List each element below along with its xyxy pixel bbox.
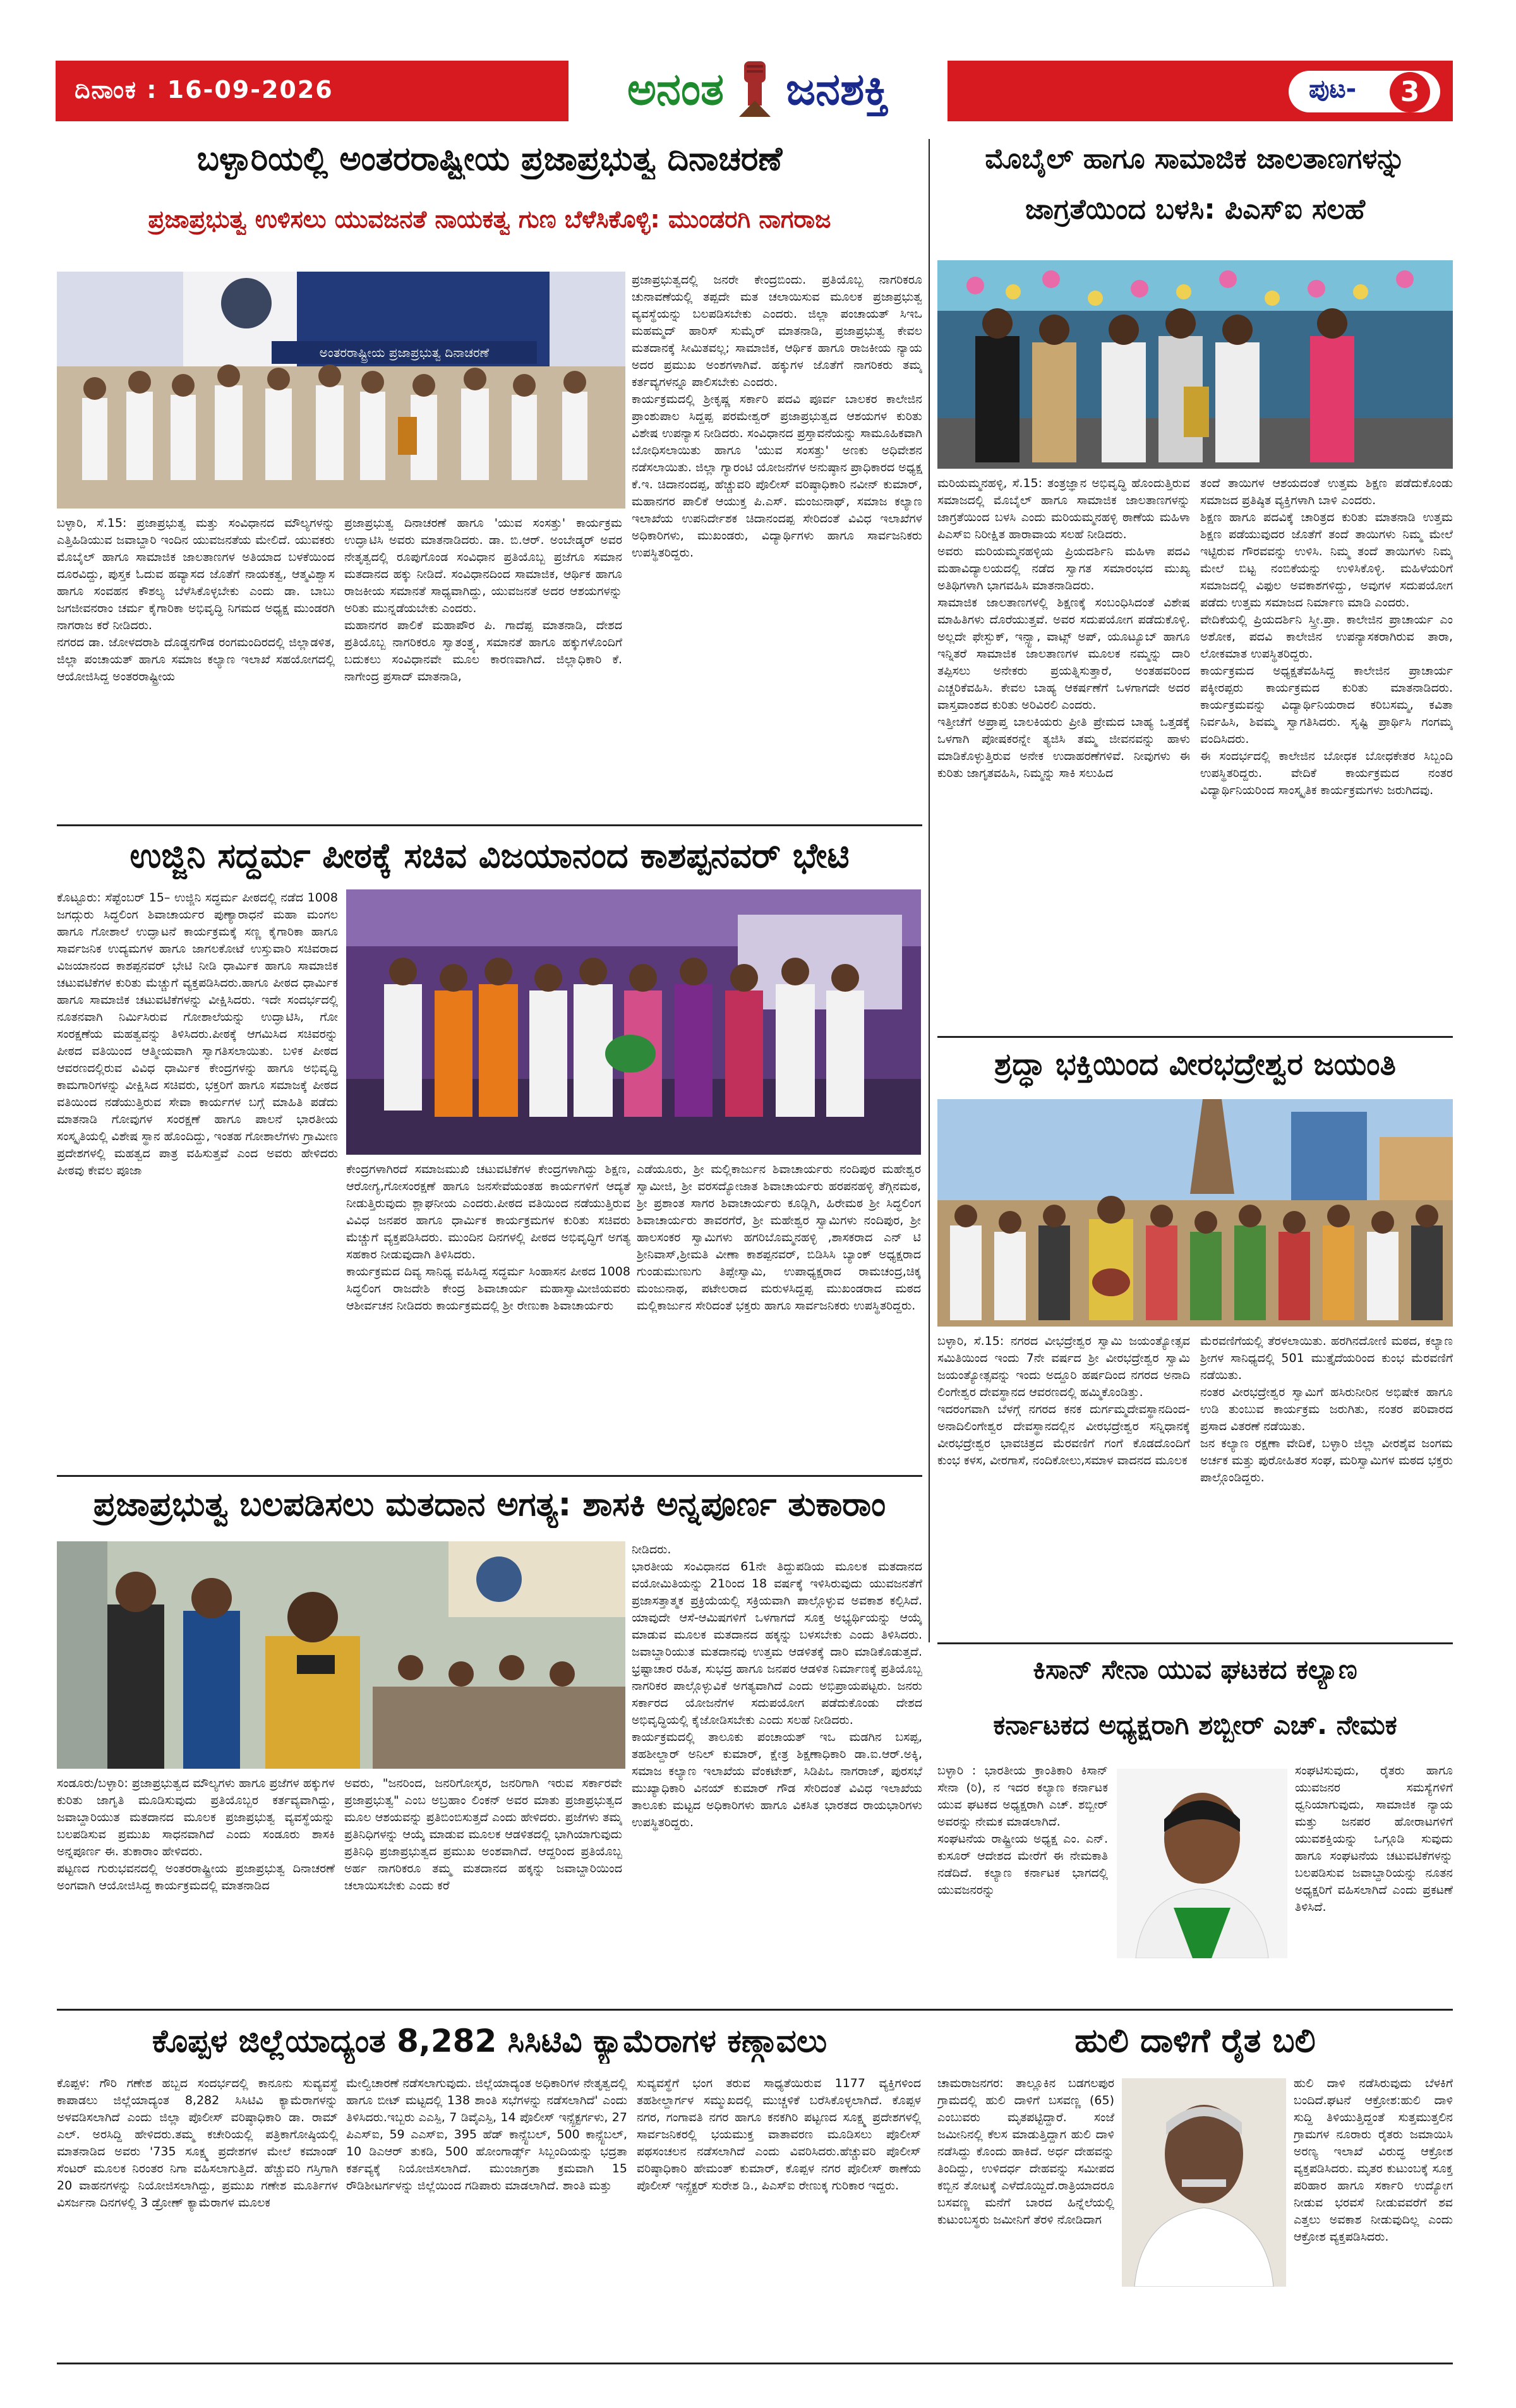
story6-col2: ಸಂಘಟಿಸುವುದು, ರೈತರು ಹಾಗೂ ಯುವಜನರ ಸಮಸ್ಯೆಗಳಿಗೆ ಧ್ವನಿಯಾಗುವುದು, ಸಾಮಾಜಿಕ ನ್ಯಾಯ ಮತ್ತು ಜನಪರ ಹೋರಾಟಗಳಿಗೆ ಯುವಶಕ್ತಿಯನ್ನು ಒಗ್ಗೂಡಿ ಸುವುದು ಹಾಗೂ ಸಂಘಟನೆಯ ಚಟುವಟಿಕೆಗಳನ್ನು ಬಲಪಡಿಸುವ ಜವಾಬ್ದಾರಿಯನ್ನು ನೂತನ ಅಧ್ಯಕ್ಷರಿಗೆ ವಹಿಸಲಾಗಿದೆ ಎಂದು ಪ್ರಕಟಣೆ ತಿಳಿಸಿದೆ.: [1295, 1764, 1453, 1914]
story4-headline: ಶ್ರದ್ಧಾ ಭಕ್ತಿಯಿಂದ ವೀರಭದ್ರೇಶ್ವರ ಜಯಂತಿ: [994, 1047, 1396, 1082]
masthead-right-word: ಜನಶಕ್ತಿ: [786, 63, 889, 115]
story1-photo: [57, 272, 625, 509]
story5-col2: ಅವರು, "ಜನರಿಂದ, ಜನರಿಗೋಸ್ಕರ, ಜನರಿಗಾಗಿ ಇರುವ ಸರ್ಕಾರವೇ ಪ್ರಜಾಪ್ರಭುತ್ವ" ಎಂಬ ಅಬ್ರಹಾಂ ಲಿಂಕನ್ ಅವರ ಮಾತು ಪ್ರಜಾಪ್ರಭುತ್ವದ ಮೂಲ ಆಶಯವನ್ನು ಪ್ರತಿಬಿಂಬಿಸುತ್ತದೆ ಎಂದು ಹೇಳಿದರು. ಪ್ರಜೆಗಳು ತಮ್ಮ ಪ್ರತಿನಿಧಿಗಳನ್ನು ಆಯ್ಕೆ ಮಾಡುವ ಮೂಲಕ ಆಡಳಿತದಲ್ಲಿ ಭಾಗಿಯಾಗುವುದು ಪ್ರತಿನಿಧಿ ಪ್ರಜಾಪ್ರಭುತ್ವದ ಪ್ರಮುಖ ಅಂಶವಾಗಿದೆ. ಆದ್ದರಿಂದ ಪ್ರತಿಯೊಬ್ಬ ಅರ್ಹ ನಾಗರಿಕರೂ ತಮ್ಮ ಮತದಾನದ ಹಕ್ಕನ್ನು ಜವಾಬ್ದಾರಿಯಿಂದ ಚಲಾಯಿಸಬೇಕು ಎಂದು ಕರೆ: [344, 1776, 622, 1893]
story2-headline-line1: ಮೊಬೈಲ್ ಹಾಗೂ ಸಾಮಾಜಿಕ ಜಾಲತಾಣಗಳನ್ನು: [985, 143, 1405, 175]
horizontal-divider: [937, 1036, 1453, 1038]
story6-col1: ಬಳ್ಳಾರಿ : ಭಾರತೀಯ ಕ್ರಾಂತಿಕಾರಿ ಕಿಸಾನ್ ಸೇನಾ (ರಿ), ನ ಇದರ ಕಲ್ಯಾಣ ಕರ್ನಾಟಕ ಯುವ ಘಟಕದ ಅಧ್ಯಕ್ಷರಾಗಿ ಎಚ್. ಶಬ್ಬೀರ್ ಅವರನ್ನು ನೇಮಕ ಮಾಡಲಾಗಿದೆ. ಸಂಘಟನೆಯ ರಾಷ್ಟ್ರೀಯ ಅಧ್ಯಕ್ಷ ಎಂ. ಎನ್. ಕುಸೂರ್ ಆದೇಶದ ಮೇರೆಗೆ ಈ ನೇಮಕಾತಿ ನಡೆದಿದೆ. ಕಲ್ಯಾಣ ಕರ್ನಾಟಕ ಭಾಗದಲ್ಲಿ ಯುವಜನರನ್ನು: [937, 1764, 1108, 1897]
story4-photo: [937, 1099, 1453, 1327]
story8-photo: [1122, 2078, 1286, 2287]
story3-col1: ಕೊಟ್ಟೂರು: ಸೆಪ್ಟೆಂಬರ್ 15– ಉಜ್ಜಿನಿ ಸದ್ಧರ್ಮ ಪೀಠದಲ್ಲಿ ನಡೆದ 1008 ಜಗದ್ಗುರು ಸಿದ್ಧಲಿಂಗ ಶಿವಾಚಾರ್ಯರ ಪುಣ್ಯಾರಾಧನೆ ಮಹಾ ಮಂಗಲ ಹಾಗೂ ಗೋಶಾಲೆ ಉದ್ಘಾಟನೆ ಕಾರ್ಯಕ್ರಮಕ್ಕೆ ಸಣ್ಣ ಕೈಗಾರಿಕಾ ಹಾಗೂ ಸಾರ್ವಜನಿಕ ಉದ್ಯಮಗಳ ಹಾಗೂ ಜಾಗಲಕೋಟೆ ಉಸ್ತುವಾರಿ ಸಚಿವರಾದ ವಿಜಯಾನಂದ ಕಾಶಪ್ಪನವರ್ ಭೇಟಿ ನೀಡಿ ಧಾರ್ಮಿಕ ಹಾಗೂ ಸಾಮಾಜಿಕ ಚಟುವಟಿಕೆಗಳ ಕುರಿತು ಮೆಚ್ಚುಗೆ ವ್ಯಕ್ತಪಡಿಸಿದರು.ಹಾಗೂ ಪೀಠದ ಧಾರ್ಮಿಕ ಹಾಗೂ ಸಾಮಾಜಿಕ ಚಟುವಟಿಕೆಗಳನ್ನು ವೀಕ್ಷಿಸಿದರು. ಇದೇ ಸಂದರ್ಭದಲ್ಲಿ ನೂತನವಾಗಿ ನಿರ್ಮಿಸಿರುವ ಗೋಶಾಲೆಯನ್ನು ಉದ್ಘಾಟಿಸಿ, ಗೋ ಸಂರಕ್ಷಣೆಯ ಮಹತ್ವವನ್ನು ತಿಳಿಸಿದರು.ಪೀಠಕ್ಕೆ ಆಗಮಿಸಿದ ಸಚಿವರನ್ನು ಪೀಠದ ವತಿಯಿಂದ ಆತ್ಮೀಯವಾಗಿ ಸ್ವಾಗತಿಸಲಾಯಿತು. ಬಳಿಕ ಪೀಠದ ಆವರಣದಲ್ಲಿರುವ ವಿವಿಧ ಧಾರ್ಮಿಕ ಕೇಂದ್ರಗಳನ್ನು ಹಾಗೂ ಅಭಿವೃದ್ಧಿ ಕಾಮಗಾರಿಗಳನ್ನು ವೀಕ್ಷಿಸಿದ ಸಚಿವರು, ಭಕ್ತರಿಗೆ ಹಾಗೂ ಸಮಾಜಕ್ಕೆ ಪೀಠದ ವತಿಯಿಂದ ನಡೆಯುತ್ತಿರುವ ಸೇವಾ ಕಾರ್ಯಗಳ ಬಗ್ಗೆ ಮಾಹಿತಿ ಪಡೆದು ಮಾತನಾಡಿ ಗೋವುಗಳ ಸಂರಕ್ಷಣೆ ಹಾಗೂ ಪಾಲನೆ ಭಾರತೀಯ ಸಂಸ್ಕೃತಿಯಲ್ಲಿ ವಿಶೇಷ ಸ್ಥಾನ ಹೊಂದಿದ್ದು, ಇಂತಹ ಗೋಶಾಲೆಗಳು ಗ್ರಾಮೀಣ ಪ್ರದೇಶಗಳಲ್ಲಿ ಮಹತ್ವದ ಪಾತ್ರ ವಹಿಸುತ್ತವೆ ಎಂದ ಅವರು ಹೇಳಿದರು ಪೀಠವು ಕೇವಲ ಪೂಜಾ: [57, 891, 338, 1177]
story1-col1: ಬಳ್ಳಾರಿ, ಸೆ.15: ಪ್ರಜಾಪ್ರಭುತ್ವ ಮತ್ತು ಸಂವಿಧಾನದ ಮೌಲ್ಯಗಳನ್ನು ಎತ್ತಿಹಿಡಿಯುವ ಜವಾಬ್ದಾರಿ ಇಂದಿನ ಯುವಜನತೆಯ ಮೇಲಿದೆ. ಯುವಕರು ಮೊಬೈಲ್ ಹಾಗೂ ಸಾಮಾಜಿಕ ಜಾಲತಾಣಗಳ ಅತಿಯಾದ ಬಳಕೆಯಿಂದ ದೂರವಿದ್ದು, ಪುಸ್ತಕ ಓದುವ ಹವ್ಯಾಸದ ಜೊತೆಗೆ ನಾಯಕತ್ವ, ಆತ್ಮವಿಶ್ವಾಸ ಹಾಗೂ ಸಂವಹನ ಕೌಶಲ್ಯ ಬೆಳೆಸಿಕೊಳ್ಳಬೇಕು ಎಂದು ಡಾ. ಬಾಬು ಜಗಜೀವನರಾಂ ಚರ್ಮ ಕೈಗಾರಿಕಾ ಅಭಿವೃದ್ಧಿ ನಿಗಮದ ಅಧ್ಯಕ್ಷ ಮುಂಡರಗಿ ನಾಗರಾಜ ಕರೆ ನೀಡಿದರು. ನಗರದ ಡಾ. ಜೋಳದರಾಶಿ ದೊಡ್ಡನಗೌಡ ರಂಗಮಂದಿರದಲ್ಲಿ ಜಿಲ್ಲಾಡಳಿತ, ಜಿಲ್ಲಾ ಪಂಚಾಯತ್ ಹಾಗೂ ಸಮಾಜ ಕಲ್ಯಾಣ ಇಲಾಖೆ ಸಹಯೋಗದಲ್ಲಿ ಆಯೋಜಿಸಿದ್ದ ಅಂತರರಾಷ್ಟ್ರೀಯ: [57, 516, 335, 683]
horizontal-divider: [937, 1642, 1453, 1644]
story2-headline-line2: ಜಾಗ್ರತೆಯಿಂದ ಬಳಸಿ: ಪಿಎಸ್ಐ ಸಲಹೆ: [1025, 193, 1366, 226]
story8-col1: ಚಾಮರಾಜನಗರ: ತಾಲ್ಲೂಕಿನ ಬಡಗಲಪುರ ಗ್ರಾಮದಲ್ಲಿ ಹುಲಿ ದಾಳಿಗೆ ಬಸವಣ್ಣ (65) ಎಂಬುವರು ಮೃತಪಟ್ಟಿದ್ದಾರೆ. ಸಂಜೆ ಜಮೀನಿನಲ್ಲಿ ಕೆಲಸ ಮಾಡುತ್ತಿದ್ದಾಗ ಹುಲಿ ದಾಳಿ ನಡೆಸಿದ್ದು ಕೊಂದು ಹಾಕಿದೆ. ಅರ್ಧ ದೇಹವನ್ನು ತಿಂದಿದ್ದು, ಉಳಿದರ್ಧ ದೇಹವನ್ನು ಸಮೀಪದ ಕಬ್ಬಿನ ತೋಟಕ್ಕೆ ಎಳೆದೊಯ್ದಿದೆ.ರಾತ್ರಿಯಾದರೂ ಬಸವಣ್ಣ ಮನೆಗೆ ಬಾರದ ಹಿನ್ನೆಲೆಯಲ್ಲಿ ಕುಟುಂಬಸ್ಥರು ಜಮೀನಿಗೆ ತೆರಳಿ ನೋಡಿದಾಗ: [937, 2076, 1114, 2227]
story8-headline: ಹುಲಿ ದಾಳಿಗೆ ರೈತ ಬಲಿ: [1074, 2022, 1316, 2060]
story6-photo: [1117, 1769, 1287, 1958]
story4-col1: ಬಳ್ಳಾರಿ, ಸೆ.15: ನಗರದ ವೀಭದ್ರೇಶ್ವರ ಸ್ವಾಮಿ ಜಯಂತ್ಯೋತ್ಸವ ಸಮಿತಿಯಿಂದ ಇಂದು 7ನೇ ವರ್ಷದ ಶ್ರೀ ವೀರಭದ್ರೇಶ್ವರ ಸ್ವಾಮಿ ಜಯಂತ್ಯೋತ್ಸವನ್ನು ಇಂದು ಅದ್ದೂರಿ ಹರ್ಷದಿಂದ ನಗರದ ಅನಾದಿ ಲಿಂಗೇಶ್ವರ ದೇವಸ್ಥಾನದ ಆವರಣದಲ್ಲಿ ಹಮ್ಮಿಕೊಂಡಿತ್ತು. ಇದರಂಗವಾಗಿ ಬೆಳಗ್ಗೆ ನಗರದ ಕನಕ ದುರ್ಗಮ್ಮದೇವಸ್ಥಾನದಿಂದ-ಅನಾದಿಲಿಂಗೇಶ್ವರ ದೇವಸ್ಥಾನದಲ್ಲಿನ ವೀರಭದ್ರೇಶ್ವರ ಸನ್ನಿಧಾನಕ್ಕೆ ವೀರಭದ್ರೇಶ್ವರ ಭಾವಚಿತ್ರದ ಮೆರವಣಿಗೆ ಗಂಗೆ ಕೊಡದೊಂದಿಗೆ ಕುಂಭ ಕಳಸ, ವೀರಗಾಸೆ, ನಂದಿಕೋಲು,ಸಮಾಳ ವಾದನದ ಮೂಲಕ: [937, 1334, 1190, 1467]
story3-col2: ಕೇಂದ್ರಗಳಾಗಿರದೆ ಸಮಾಜಮುಖಿ ಚಟುವಟಿಕೆಗಳ ಕೇಂದ್ರಗಳಾಗಿದ್ದು ಶಿಕ್ಷಣ, ಆರೋಗ್ಯ,ಗೋಸಂರಕ್ಷಣೆ ಹಾಗೂ ಜನಸೇವೆಯಂತಹ ಕಾರ್ಯಗಳಿಗೆ ಆದ್ಯತೆ ನೀಡುತ್ತಿರುವುದು ಶ್ಲಾಘನೀಯ ಎಂದರು.ಪೀಠದ ವತಿಯಿಂದ ನಡೆಯುತ್ತಿರುವ ವಿವಿಧ ಜನಪರ ಹಾಗೂ ಧಾರ್ಮಿಕ ಕಾರ್ಯಕ್ರಮಗಳ ಕುರಿತು ಸಚಿವರು ಮೆಚ್ಚುಗೆ ವ್ಯಕ್ತಪಡಿಸಿದರು. ಮುಂದಿನ ದಿನಗಳಲ್ಲಿ ಪೀಠದ ಅಭಿವೃದ್ಧಿಗೆ ಅಗತ್ಯ ಸಹಕಾರ ನೀಡುವುದಾಗಿ ತಿಳಿಸಿದರು. ಕಾರ್ಯಕ್ರಮದ ದಿವ್ಯ ಸಾನಿಧ್ಯ ವಹಿಸಿದ್ದ ಸದ್ಧರ್ಮ ಸಿಂಹಾಸನ ಪೀಠದ 1008 ಸಿದ್ಧಲಿಂಗ ರಾಜದೇಶಿ ಕೇಂದ್ರ ಶಿವಾಚಾರ್ಯ ಮಹಾಸ್ವಾಮೀಜಿಯವರು ಆಶೀರ್ವಚನ ನೀಡಿದರು ಕಾರ್ಯಕ್ರಮದಲ್ಲಿ ಶ್ರೀ ರೇಣುಕಾ ಶಿವಾಚಾರ್ಯರು: [346, 1162, 630, 1313]
story3-col3: ಎಡೆಯೂರು, ಶ್ರೀ ಮಲ್ಲಿಕಾರ್ಜುನ ಶಿವಾಚಾರ್ಯರು ನಂದಿಪುರ ಮಹೇಶ್ವರ ಸ್ವಾಮೀಜಿ, ಶ್ರೀ ವರಸದ್ಯೋಜಾತ ಶಿವಾಚಾರ್ಯರು ಹರಪನಹಳ್ಳಿ ತೆಗ್ಗಿನಮಠ, ಶ್ರೀ ಪ್ರಶಾಂತ ಸಾಗರ ಶಿವಾಚಾರ್ಯರು ಕೂಡ್ಲಿಗಿ, ಹಿರೇಮಠ ಶ್ರೀ ಸಿದ್ಧಲಿಂಗ ಶಿವಾಚಾರ್ಯರು ತಾವರಗೆರೆ, ಶ್ರೀ ಮಹೇಶ್ವರ ಸ್ವಾಮಿಗಳು ನಂದಿಪುರ, ಶ್ರೀ ಹಾಲಸಂಕರ ಸ್ವಾಮಿಗಳು ಹಗರಿಬೊಮ್ಮನಹಳ್ಳಿ ,ಶಾಸಕರಾದ ಎನ್ ಟಿ ಶ್ರೀನಿವಾಸ್,ಶ್ರೀಮತಿ ವೀಣಾ ಕಾಶಪ್ಪನವರ್, ಬಿಡಿಸಿಸಿ ಬ್ಯಾಂಕ್ ಅಧ್ಯಕ್ಷರಾದ ಗುಂಡುಮುಣುಗು ತಿಪ್ಪೇಸ್ವಾಮಿ, ಉಪಾಧ್ಯಕ್ಷರಾದ ರಾಮಚಂದ್ರ,ಚಿಕ್ಕ ಮಂಜುನಾಥ, ಪಟೇಲರಾದ ಮರುಳಸಿದ್ದಪ್ಪ ಮುಖಂಡರಾದ ಮಠದ ಮಲ್ಲಿಕಾರ್ಜುನ ಸೇರಿದಂತೆ ಭಕ್ತರು ಹಾಗೂ ಸಾರ್ವಜನಿಕರು ಉಪಸ್ಥಿತರಿದ್ದರು.: [637, 1162, 921, 1313]
story7-col1: ಕೊಪ್ಪಳ: ಗೌರಿ ಗಣೇಶ ಹಬ್ಬದ ಸಂದರ್ಭದಲ್ಲಿ ಕಾನೂನು ಸುವ್ಯವಸ್ಥೆ ಕಾಪಾಡಲು ಜಿಲ್ಲೆಯಾದ್ಯಂತ 8,282 ಸಿಸಿಟಿವಿ ಕ್ಯಾಮೆರಾಗಳನ್ನು ಅಳವಡಿಸಲಾಗಿದೆ ಎಂದು ಜಿಲ್ಲಾ ಪೊಲೀಸ್ ವರಿಷ್ಠಾಧಿಕಾರಿ ಡಾ. ರಾಮ್ ಎಲ್. ಅರಸಿದ್ದಿ ಹೇಳಿದರು.ತಮ್ಮ ಕಚೇರಿಯಲ್ಲಿ ಪತ್ರಿಕಾಗೋಷ್ಠಿಯಲ್ಲಿ ಮಾತನಾಡಿದ ಅವರು '735 ಸೂಕ್ಷ್ಮ ಪ್ರದೇಶಗಳ ಮೇಲೆ ಕಮಾಂಡ್ ಸೆಂಟರ್ ಮೂಲಕ ನಿರಂತರ ನಿಗಾ ವಹಿಸಲಾಗುತ್ತಿದೆ. ಹೆಚ್ಚುವರಿ ಗಸ್ತಿಗಾಗಿ 20 ವಾಹನಗಳನ್ನು ನಿಯೋಜಿಸಲಾಗಿದ್ದು, ಪ್ರಮುಖ ಗಣೇಶ ಮೂರ್ತಿಗಳ ವಿಸರ್ಜನಾ ದಿನಗಳಲ್ಲಿ 3 ಡ್ರೋಣ್ ಕ್ಯಾಮೆರಾಗಳ ಮೂಲಕ: [57, 2076, 338, 2210]
horizontal-divider: [57, 824, 922, 826]
footer-rule: [57, 2363, 1453, 2364]
story1-subhead: ಪ್ರಜಾಪ್ರಭುತ್ವ ಉಳಿಸಲು ಯುವಜನತೆ ನಾಯಕತ್ವ ಗುಣ ಬೆಳೆಸಿಕೊಳ್ಳಿ: ಮುಂಡರಗಿ ನಾಗರಾಜ: [148, 205, 831, 233]
story3-headline: ಉಜ್ಜಿನಿ ಸದ್ಧರ್ಮ ಪೀಠಕ್ಕೆ ಸಚಿವ ವಿಜಯಾನಂದ ಕಾಶಪ್ಪನವರ್ ಭೇಟಿ: [129, 836, 850, 876]
story7-headline: ಕೊಪ್ಪಳ ಜಿಲ್ಲೆಯಾದ್ಯಂತ 8,282 ಸಿಸಿಟಿವಿ ಕ್ಯಾಮೆರಾಗಳ ಕಣ್ಗಾವಲು: [152, 2023, 827, 2059]
story2-col1: ಮರಿಯಮ್ಮನಹಳ್ಳಿ, ಸೆ.15: ತಂತ್ರಜ್ಞಾನ ಅಭಿವೃದ್ಧಿ ಹೊಂದುತ್ತಿರುವ ಸಮಾಜದಲ್ಲಿ ಮೊಬೈಲ್ ಹಾಗೂ ಸಾಮಾಜಿಕ ಜಾಲತಾಣಗಳನ್ನು ಜಾಗ್ರತೆಯಿಂದ ಬಳಸಿ ಎಂದು ಮರಿಯಮ್ಮನಹಳ್ಳಿ ಠಾಣೆಯ ಮಹಿಳಾ ಪಿಎಸ್ಐ ನಿರೀಕ್ಷಿತ ಹಾರಾವಾಯ ಸಲಹೆ ನೀಡಿದರು. ಅವರು ಮರಿಯಮ್ಮನಹಳ್ಳಿಯ ಪ್ರಿಯದರ್ಶಿನಿ ಮಹಿಳಾ ಪದವಿ ಮಹಾವಿದ್ಯಾಲಯದಲ್ಲಿ ನಡೆದ ಸ್ವಾಗತ ಸಮಾರಂಭದ ಮುಖ್ಯ ಅತಿಥಿಗಳಾಗಿ ಭಾಗವಹಿಸಿ ಮಾತನಾಡಿದರು. ಸಾಮಾಜಿಕ ಜಾಲತಾಣಗಳಲ್ಲಿ ಶಿಕ್ಷಣಕ್ಕೆ ಸಂಬಂಧಿಸಿದಂತೆ ವಿಶೇಷ ಮಾಹಿತಿಗಳು ದೊರೆಯುತ್ತವೆ. ಅವರ ಸದುಪಯೋಗ ಪಡೆದುಕೊಳ್ಳಿ. ಅಲ್ಲದೇ ಫೇಸ್ಬುಕ್, ಇನ್ಸ್ಟಾ, ವಾಟ್ಸ್ ಅಪ್, ಯೂಟ್ಯೂಬ್ ಹಾಗೂ ಇನ್ನಿತರೆ ಸಾಮಾಜಿಕ ಜಾಲತಾಣಗಳ ಮೂಲಕ ನಮ್ಮನ್ನು ದಾರಿ ತಪ್ಪಿಸಲು ಅನೇಕರು ಪ್ರಯತ್ನಿಸುತ್ತಾರೆ, ಅಂತಹವರಿಂದ ಎಚ್ಚರಿಕೆವಹಿಸಿ. ಕೇವಲ ಬಾಹ್ಯ ಆಕರ್ಷಣೆಗೆ ಒಳಗಾಗದೇ ಅದರ ವಾಸ್ತವಾಂಶದ ಕುರಿತು ಅರಿವಿರಲಿ ಎಂದರು. ಇತ್ತೀಚೆಗೆ ಅಪ್ರಾಪ್ತ ಬಾಲಕಿಯರು ಪ್ರೀತಿ ಪ್ರೇಮದ ಬಾಹ್ಯ ಒತ್ತಡಕ್ಕೆ ಒಳಗಾಗಿ ಪೋಷಕರನ್ನೇ ತ್ಯಜಿಸಿ ತಮ್ಮ ಜೀವನವನ್ನು ಹಾಳು ಮಾಡಿಕೊಳ್ಳುತ್ತಿರುವ ಅನೇಕ ಉದಾಹರಣೆಗಳಿವೆ. ನೀವುಗಳು ಈ ಕುರಿತು ಜಾಗೃತವಹಿಸಿ, ನಿಮ್ಮನ್ನು ಸಾಕಿ ಸಲುಹಿದ: [937, 476, 1190, 780]
masthead: [568, 54, 948, 124]
story1-headline: ಬಳ್ಳಾರಿಯಲ್ಲಿ ಅಂತರರಾಷ್ಟ್ರೀಯ ಪ್ರಜಾಪ್ರಭುತ್ವ ದಿನಾಚರಣೆ: [196, 140, 783, 178]
raised-fist-logo: [733, 56, 777, 122]
page-number: 3: [1390, 72, 1430, 112]
story6-headline-line1: ಕಿಸಾನ್ ಸೇನಾ ಯುವ ಘಟಕದ ಕಲ್ಯಾಣ: [1033, 1654, 1357, 1685]
story5-col3: ನೀಡಿದರು. ಭಾರತೀಯ ಸಂವಿಧಾನದ 61ನೇ ತಿದ್ದುಪಡಿಯ ಮೂಲಕ ಮತದಾನದ ವಯೋಮಿತಿಯನ್ನು 21ರಿಂದ 18 ವರ್ಷಕ್ಕೆ ಇಳಿಸಿರುವುದು ಯುವಜನತೆಗೆ ಪ್ರಜಾಸತ್ತಾತ್ಮಕ ಪ್ರಕ್ರಿಯೆಯಲ್ಲಿ ಸಕ್ರಿಯವಾಗಿ ಪಾಲ್ಗೊಳ್ಳುವ ಅವಕಾಶ ಕಲ್ಪಿಸಿದೆ. ಯಾವುದೇ ಆಸೆ-ಆಮಿಷಗಳಿಗೆ ಒಳಗಾಗದೆ ಸೂಕ್ತ ಅಭ್ಯರ್ಥಿಯನ್ನು ಆಯ್ಕೆ ಮಾಡುವ ಮೂಲಕ ಮತದಾನದ ಹಕ್ಕನ್ನು ಬಳಸಬೇಕು ಎಂದು ತಿಳಿಸಿದರು. ಜವಾಬ್ದಾರಿಯುತ ಮತದಾನವು ಉತ್ತಮ ಆಡಳಿತಕ್ಕೆ ದಾರಿ ಮಾಡಿಕೊಡುತ್ತದೆ. ಭ್ರಷ್ಟಾಚಾರ ರಹಿತ, ಸುಭದ್ರ ಹಾಗೂ ಜನಪರ ಆಡಳಿತ ನಿರ್ಮಾಣಕ್ಕೆ ಪ್ರತಿಯೊಬ್ಬ ನಾಗರಿಕರ ಪಾಲ್ಗೊಳ್ಳುವಿಕೆ ಅಗತ್ಯವಾಗಿದೆ ಎಂದು ಅಭಿಪ್ರಾಯಪಟ್ಟರು. ಜನರು ಸರ್ಕಾರದ ಯೋಜನೆಗಳ ಸದುಪಯೋಗ ಪಡೆದುಕೊಂಡು ದೇಶದ ಅಭಿವೃದ್ಧಿಯಲ್ಲಿ ಕೈಜೋಡಿಸಬೇಕು ಎಂದು ಸಲಹೆ ನೀಡಿದರು. ಕಾರ್ಯಕ್ರಮದಲ್ಲಿ ತಾಲೂಕು ಪಂಚಾಯತ್ ಇಒ ಮಡಗಿನ ಬಸಪ್ಪ, ತಹಶೀಲ್ದಾರ್ ಅನಿಲ್ ಕುಮಾರ್, ಕ್ಷೇತ್ರ ಶಿಕ್ಷಣಾಧಿಕಾರಿ ಡಾ.ಐ.ಆರ್.ಅಕ್ಕಿ, ಸಮಾಜ ಕಲ್ಯಾಣ ಇಲಾಖೆಯ ವೆಂಕಟೇಶ್, ಸಿಡಿಪಿಒ ನಾಗರಾಜ್, ಪುರಸಭೆ ಮುಖ್ಯಾಧಿಕಾರಿ ವಿನಯ್ ಕುಮಾರ್ ಗೌಡ ಸೇರಿದಂತೆ ವಿವಿಧ ಇಲಾಖೆಯ ತಾಲೂಕು ಮಟ್ಟದ ಅಧಿಕಾರಿಗಳು ಹಾಗೂ ವಿಕಸಿತ ಭಾರತದ ರಾಯಭಾರಿಗಳು ಉಪಸ್ಥಿತರಿದ್ದರು.: [632, 1543, 922, 1829]
issue-date: ದಿನಾಂಕ : 16-09-2026: [75, 76, 334, 104]
story1-col3: ಪ್ರಜಾಪ್ರಭುತ್ವದಲ್ಲಿ ಜನರೇ ಕೇಂದ್ರಬಿಂದು. ಪ್ರತಿಯೊಬ್ಬ ನಾಗರಿಕರೂ ಚುನಾವಣೆಯಲ್ಲಿ ತಪ್ಪದೇ ಮತ ಚಲಾಯಿಸುವ ಮೂಲಕ ಪ್ರಜಾಪ್ರಭುತ್ವ ವ್ಯವಸ್ಥೆಯನ್ನು ಬಲಪಡಿಸಬೇಕು ಎಂದರು. ಜಿಲ್ಲಾ ಪಂಚಾಯತ್ ಸಿಇಒ ಮಹಮ್ಮದ್ ಹಾರಿಸ್ ಸುಮೈರ್ ಮಾತನಾಡಿ, ಪ್ರಜಾಪ್ರಭುತ್ವ ಕೇವಲ ಮತದಾನಕ್ಕೆ ಸೀಮಿತವಲ್ಲ; ಸಾಮಾಜಿಕ, ಆರ್ಥಿಕ ಹಾಗೂ ರಾಜಕೀಯ ನ್ಯಾಯ ಅದರ ಪ್ರಮುಖ ಅಂಶಗಳಾಗಿವೆ. ಹಕ್ಕುಗಳ ಜೊತೆಗೆ ನಾಗರಿಕರು ತಮ್ಮ ಕರ್ತವ್ಯಗಳನ್ನೂ ಪಾಲಿಸಬೇಕು ಎಂದರು. ಕಾರ್ಯಕ್ರಮದಲ್ಲಿ ಶ್ರೀಕೃಷ್ಣ ಸರ್ಕಾರಿ ಪದವಿ ಪೂರ್ವ ಬಾಲಕರ ಕಾಲೇಜಿನ ಪ್ರಾಂಶುಪಾಲ ಸಿದ್ದಪ್ಪ ಪರಮೇಶ್ವರ್ ಪ್ರಜಾಪ್ರಭುತ್ವದ ಆಶಯಗಳ ಕುರಿತು ವಿಶೇಷ ಉಪನ್ಯಾಸ ನೀಡಿದರು. ಸಂವಿಧಾನದ ಪ್ರಸ್ತಾವನೆಯನ್ನು ಸಾಮೂಹಿಕವಾಗಿ ಬೋಧಿಸಲಾಯಿತು ಹಾಗೂ 'ಯುವ ಸಂಸತ್ತು' ಅಣಕು ಅಧಿವೇಶನ ನಡೆಸಲಾಯಿತು. ಜಿಲ್ಲಾ ಗ್ಯಾರಂಟಿ ಯೋಜನೆಗಳ ಅನುಷ್ಠಾನ ಪ್ರಾಧಿಕಾರದ ಅಧ್ಯಕ್ಷ ಕೆ.ಇ. ಚಿದಾನಂದಪ್ಪ, ಹೆಚ್ಚುವರಿ ಪೊಲೀಸ್ ವರಿಷ್ಠಾಧಿಕಾರಿ ನವೀನ್ ಕುಮಾರ್, ಮಹಾನಗರ ಪಾಲಿಕೆ ಆಯುಕ್ತ ಪಿ.ಎಸ್. ಮಂಜುನಾಥ್, ಸಮಾಜ ಕಲ್ಯಾಣ ಇಲಾಖೆಯ ಉಪನಿರ್ದೇಶಕ ಚಿದಾನಂದಪ್ಪ ಸೇರಿದಂತೆ ವಿವಿಧ ಇಲಾಖೆಗಳ ಅಧಿಕಾರಿಗಳು, ಮುಖಂಡರು, ವಿದ್ಯಾರ್ಥಿಗಳು ಹಾಗೂ ಸಾರ್ವಜನಿಕರು ಉಪಸ್ಥಿತರಿದ್ದರು.: [632, 273, 922, 560]
page-label: ಪುಟ-: [1309, 75, 1357, 104]
story5-photo: [57, 1541, 625, 1769]
story4-col2: ಮೆರವಣಿಗೆಯಲ್ಲಿ ತೆರಳಲಾಯಿತು. ಹರಗಿನದೋಣಿ ಮಠದ, ಕಲ್ಯಾಣ ಶ್ರೀಗಳ ಸಾನಿಧ್ಯದಲ್ಲಿ 501 ಮುತ್ತೈದೆಯರಿಂದ ಕುಂಭ ಮೆರವಣಿಗೆ ನಡೆಯಿತು. ನಂತರ ವೀರಭದ್ರೇಶ್ವರ ಸ್ವಾಮಿಗೆ ಹಸಿರುನೀರಿನ ಅಭಿಷೇಕ ಹಾಗೂ ಉಡಿ ತುಂಬುವ ಕಾರ್ಯಕ್ರಮ ಜರುಗಿತು, ನಂತರ ಪರಿವಾರದ ಪ್ರಸಾದ ವಿತರಣೆ ನಡೆಯಿತು. ಜನ ಕಲ್ಯಾಣ ರಕ್ಷಣಾ ವೇದಿಕೆ, ಬಳ್ಳಾರಿ ಜಿಲ್ಲಾ ವೀರಶೈವ ಜಂಗಮ ಅರ್ಚಕ ಮತ್ತು ಪುರೋಹಿತರ ಸಂಘ, ಮರಿಸ್ವಾಮಿಗಳ ಮಠದ ಭಕ್ತರು ಪಾಲ್ಗೊಂಡಿದ್ದರು.: [1200, 1334, 1453, 1484]
horizontal-divider: [57, 2009, 1453, 2011]
vertical-divider: [929, 139, 930, 1642]
story3-photo: [346, 889, 921, 1155]
story7-col2: ಮೇಲ್ವಿಚಾರಣೆ ನಡೆಸಲಾಗುವುದು. ಜಿಲ್ಲೆಯಾದ್ಯಂತ ಅಧಿಕಾರಿಗಳ ನೇತೃತ್ವದಲ್ಲಿ ಹಾಗೂ ಬೀಟ್ ಮಟ್ಟದಲ್ಲಿ 138 ಶಾಂತಿ ಸಭೆಗಳನ್ನು ನಡೆಸಲಾಗಿದೆ' ಎಂದು ತಿಳಿಸಿದರು.ಇಬ್ಬರು ಎಎಸ್ಪಿ, 7 ಡಿವೈಎಸ್ಪಿ, 14 ಪೊಲೀಸ್ ಇನ್ಸ್ಪೆಕ್ಟರ್ಗಳು, 27 ಪಿಎಸ್ಐ, 59 ಎಎಸ್ಐ, 395 ಹೆಡ್ ಕಾನ್ಸ್ಟೆಬಲ್, 500 ಕಾನ್ಸ್ಟೆಬಲ್, 10 ಡಿಎಆರ್ ತುಕಡಿ, 500 ಹೋಂಗಾರ್ಡ್ಸ್ ಸಿಬ್ಬಂದಿಯನ್ನು ಭದ್ರತಾ ಕರ್ತವ್ಯಕ್ಕೆ ನಿಯೋಜಿಸಲಾಗಿದೆ. ಮುಂಜಾಗ್ರತಾ ಕ್ರಮವಾಗಿ 15 ರೌಡಿಶೀಟರ್ಗಳನ್ನು ಜಿಲ್ಲೆಯಿಂದ ಗಡಿಪಾರು ಮಾಡಲಾಗಿದೆ. ಶಾಂತಿ ಮತ್ತು: [346, 2076, 627, 2193]
story1-banner-text: ಅಂತರರಾಷ್ಟ್ರೀಯ ಪ್ರಜಾಪ್ರಭುತ್ವ ದಿನಾಚರಣೆ: [319, 345, 490, 360]
story8-col2: ಹುಲಿ ದಾಳಿ ನಡೆಸಿರುವುದು ಬೆಳಕಿಗೆ ಬಂದಿದೆ.ಘಟನೆ ಆಕ್ರೋಶ:ಹುಲಿ ದಾಳಿ ಸುದ್ದಿ ತಿಳಿಯುತ್ತಿದ್ದಂತೆ ಸುತ್ತಮುತ್ತಲಿನ ಗ್ರಾಮಗಳ ನೂರಾರು ರೈತರು ಜಮಾಯಿಸಿ ಅರಣ್ಯ ಇಲಾಖೆ ವಿರುದ್ಧ ಆಕ್ರೋಶ ವ್ಯಕ್ತಪಡಿಸಿದರು. ಮೃತರ ಕುಟುಂಬಕ್ಕೆ ಸೂಕ್ತ ಪರಿಹಾರ ಹಾಗೂ ಸರ್ಕಾರಿ ಉದ್ಯೋಗ ನೀಡುವ ಭರವಸೆ ನೀಡುವವರೆಗೆ ಶವ ಎತ್ತಲು ಅವಕಾಶ ನೀಡುವುದಿಲ್ಲ ಎಂದು ಆಕ್ರೋಶ ವ್ಯಕ್ತಪಡಿಸಿದರು.: [1294, 2076, 1453, 2244]
story2-col2: ತಂದೆ ತಾಯಿಗಳ ಆಶಯದಂತೆ ಉತ್ತಮ ಶಿಕ್ಷಣ ಪಡೆದುಕೊಂಡು ಸಮಾಜದ ಪ್ರತಿಷ್ಠಿತ ವ್ಯಕ್ತಿಗಳಾಗಿ ಬಾಳಿ ಎಂದರು. ಶಿಕ್ಷಣ ಹಾಗೂ ಪದವಿಕ್ಕೆ ಚಾರಿತ್ರದ ಕುರಿತು ಮಾತನಾಡಿ ಉತ್ತಮ ಶಿಕ್ಷಣ ಪಡೆಯುವುದರ ಜೊತೆಗೆ ತಂದೆ ತಾಯಿಗಳು ನಿಮ್ಮ ಮೇಲೆ ಇಟ್ಟಿರುವ ಗೌರವವನ್ನು ಉಳಿಸಿ. ನಿಮ್ಮ ತಂದೆ ತಾಯಿಗಳು ನಿಮ್ಮ ಮೇಲೆ ಬಿಟ್ಟ ನಂಬಿಕೆಯನ್ನು ಉಳಿಸಿಕೊಳ್ಳಿ. ಮಹಿಳೆಯರಿಗೆ ಸಮಾಜದಲ್ಲಿ ವಿಫುಲ ಅವಕಾಶಗಳಿದ್ದು, ಅವುಗಳ ಸದುಪಯೋಗ ಪಡೆದು ಉತ್ತಮ ಸಮಾಜದ ನಿರ್ಮಾಣ ಮಾಡಿ ಎಂದರು. ವೇದಿಕೆಯಲ್ಲಿ ಪ್ರಿಯದರ್ಶಿನಿ ಸ್ತ್ರೀ.ಪ್ರಾ. ಕಾಲೇಜಿನ ಪ್ರಾಚಾರ್ಯ ಎಂ ಅಶೋಕ, ಪದವಿ ಕಾಲೇಜಿನ ಉಪನ್ಯಾಸಕರಾಗಿರುವ ತಾರಾ, ಲೋಕಮಾತ ಉಪಸ್ಥಿತರಿದ್ದರು. ಕಾರ್ಯಕ್ರಮದ ಅಧ್ಯಕ್ಷತೆವಹಿಸಿದ್ದ ಕಾಲೇಜಿನ ಪ್ರಾಚಾರ್ಯ ಪಕ್ಕೀರಪ್ಪರು ಕಾರ್ಯಕ್ರಮದ ಕುರಿತು ಮಾತನಾಡಿದರು. ಕಾರ್ಯಕ್ರಮವನ್ನು ವಿದ್ಯಾರ್ಥಿನಿಯರಾದ ಕರಿಬಸಮ್ಮ, ಕವಿತಾ ನಿರ್ವಹಿಸಿ, ಶಿವಮ್ಮ ಸ್ವಾಗತಿಸಿದರು. ಸೃಷ್ಟಿ ಪ್ರಾರ್ಥಿಸಿ ಗಂಗಮ್ಮ ವಂದಿಸಿದರು. ಈ ಸಂದರ್ಭದಲ್ಲಿ ಕಾಲೇಜಿನ ಬೋಧಕ ಬೋಧಕೇತರ ಸಿಬ್ಬಂದಿ ಉಪಸ್ಥಿತರಿದ್ದರು. ವೇದಿಕೆ ಕಾರ್ಯಕ್ರಮದ ನಂತರ ವಿದ್ಯಾರ್ಥಿನಿಯರಿಂದ ಸಾಂಸ್ಕೃತಿಕ ಕಾರ್ಯಕ್ರಮಗಳು ಜರುಗಿದವು.: [1200, 476, 1453, 797]
story7-col3: ಸುವ್ಯವಸ್ಥೆಗೆ ಭಂಗ ತರುವ ಸಾಧ್ಯತೆಯಿರುವ 1177 ವ್ಯಕ್ತಿಗಳಿಂದ ತಹಶೀಲ್ದಾರ್ಗಳ ಸಮ್ಮುಖದಲ್ಲಿ ಮುಚ್ಚಳಿಕೆ ಬರೆಸಿಕೊಳ್ಳಲಾಗಿದೆ. ಕೊಪ್ಪಳ ನಗರ, ಗಂಗಾವತಿ ನಗರ ಹಾಗೂ ಕನಕಗಿರಿ ಪಟ್ಟಣದ ಸೂಕ್ಷ್ಮ ಪ್ರದೇಶಗಳಲ್ಲಿ ಸಾರ್ವಜನಿಕರಲ್ಲಿ ಭಯಮುಕ್ತ ವಾತಾವರಣ ಮೂಡಿಸಲು ಪೊಲೀಸ್ ಪಥಸಂಚಲನ ನಡೆಸಲಾಗಿದೆ ಎಂದು ವಿವರಿಸಿದರು.ಹೆಚ್ಚುವರಿ ಪೊಲೀಸ್ ವರಿಷ್ಠಾಧಿಕಾರಿ ಹೇಮಂತ್ ಕುಮಾರ್, ಕೊಪ್ಪಳ ನಗರ ಪೊಲೀಸ್ ಠಾಣೆಯ ಪೊಲೀಸ್ ಇನ್ಸ್ಪೆಕ್ಟರ್ ಸುರೇಶ ಡಿ., ಪಿಎಸ್ಐ ರೇಣುಕ್ಕ ಗುರಿಕಾರ ಇದ್ದರು.: [637, 2076, 921, 2193]
horizontal-divider: [57, 1475, 922, 1477]
story5-col1: ಸಂಡೂರು/ಬಳ್ಳಾರಿ: ಪ್ರಜಾಪ್ರಭುತ್ವದ ಮೌಲ್ಯಗಳು ಹಾಗೂ ಪ್ರಜೆಗಳ ಹಕ್ಕುಗಳ ಕುರಿತು ಜಾಗೃತಿ ಮೂಡಿಸುವುದು ಪ್ರತಿಯೊಬ್ಬರ ಕರ್ತವ್ಯವಾಗಿದ್ದು, ಜವಾಬ್ದಾರಿಯುತ ಮತದಾನದ ಮೂಲಕ ಪ್ರಜಾಪ್ರಭುತ್ವ ವ್ಯವಸ್ಥೆಯನ್ನು ಬಲಪಡಿಸುವ ಪ್ರಮುಖ ಸಾಧನವಾಗಿದೆ ಎಂದು ಸಂಡೂರು ಶಾಸಕಿ ಅನ್ನಪೂರ್ಣ ಈ. ತುಕಾರಾಂ ಹೇಳಿದರು. ಪಟ್ಟಣದ ಗುರುಭವನದಲ್ಲಿ ಅಂತರರಾಷ್ಟ್ರೀಯ ಪ್ರಜಾಪ್ರಭುತ್ವ ದಿನಾಚರಣೆ ಅಂಗವಾಗಿ ಆಯೋಜಿಸಿದ್ದ ಕಾರ್ಯಕ್ರಮದಲ್ಲಿ ಮಾತನಾಡಿದ: [57, 1776, 335, 1893]
story6-headline-line2: ಕರ್ನಾಟಕದ ಅಧ್ಯಕ್ಷರಾಗಿ ಶಬ್ಬೀರ್ ಎಚ್. ನೇಮಕ: [993, 1709, 1397, 1740]
story5-headline: ಪ್ರಜಾಪ್ರಭುತ್ವ ಬಲಪಡಿಸಲು ಮತದಾನ ಅಗತ್ಯ: ಶಾಸಕಿ ಅನ್ನಪೂರ್ಣ ತುಕಾರಾಂ: [93, 1486, 886, 1524]
story2-photo: [937, 260, 1453, 469]
masthead-left-word: ಅನಂತ: [627, 63, 725, 115]
story1-col2: ಪ್ರಜಾಪ್ರಭುತ್ವ ದಿನಾಚರಣೆ ಹಾಗೂ 'ಯುವ ಸಂಸತ್ತು' ಕಾರ್ಯಕ್ರಮ ಉದ್ಘಾಟಿಸಿ ಅವರು ಮಾತನಾಡಿದರು. ಡಾ. ಬಿ.ಆರ್. ಅಂಬೇಡ್ಕರ್ ಅವರ ನೇತೃತ್ವದಲ್ಲಿ ರೂಪುಗೊಂಡ ಸಂವಿಧಾನ ಪ್ರತಿಯೊಬ್ಬ ಪ್ರಜೆಗೂ ಸಮಾನ ಮತದಾನದ ಹಕ್ಕು ನೀಡಿದೆ. ಸಂವಿಧಾನದಿಂದ ಸಾಮಾಜಿಕ, ಆರ್ಥಿಕ ಹಾಗೂ ರಾಜಕೀಯ ಸಮಾನತೆ ಸಾಧ್ಯವಾಗಿದ್ದು, ಯುವಜನತೆ ಅದರ ಆಶಯಗಳನ್ನು ಅರಿತು ಮುನ್ನಡೆಯಬೇಕು ಎಂದರು. ಮಹಾನಗರ ಪಾಲಿಕೆ ಮಹಾಪೌರ ಪಿ. ಗಾದೆಪ್ಪ ಮಾತನಾಡಿ, ದೇಶದ ಪ್ರತಿಯೊಬ್ಬ ನಾಗರಿಕರೂ ಸ್ವಾತಂತ್ರ್ಯ, ಸಮಾನತೆ ಹಾಗೂ ಹಕ್ಕುಗಳೊಂದಿಗೆ ಬದುಕಲು ಸಂವಿಧಾನವೇ ಮೂಲ ಕಾರಣವಾಗಿದೆ. ಜಿಲ್ಲಾಧಿಕಾರಿ ಕೆ. ನಾಗೇಂದ್ರ ಪ್ರಸಾದ್ ಮಾತನಾಡಿ,: [344, 516, 622, 683]
